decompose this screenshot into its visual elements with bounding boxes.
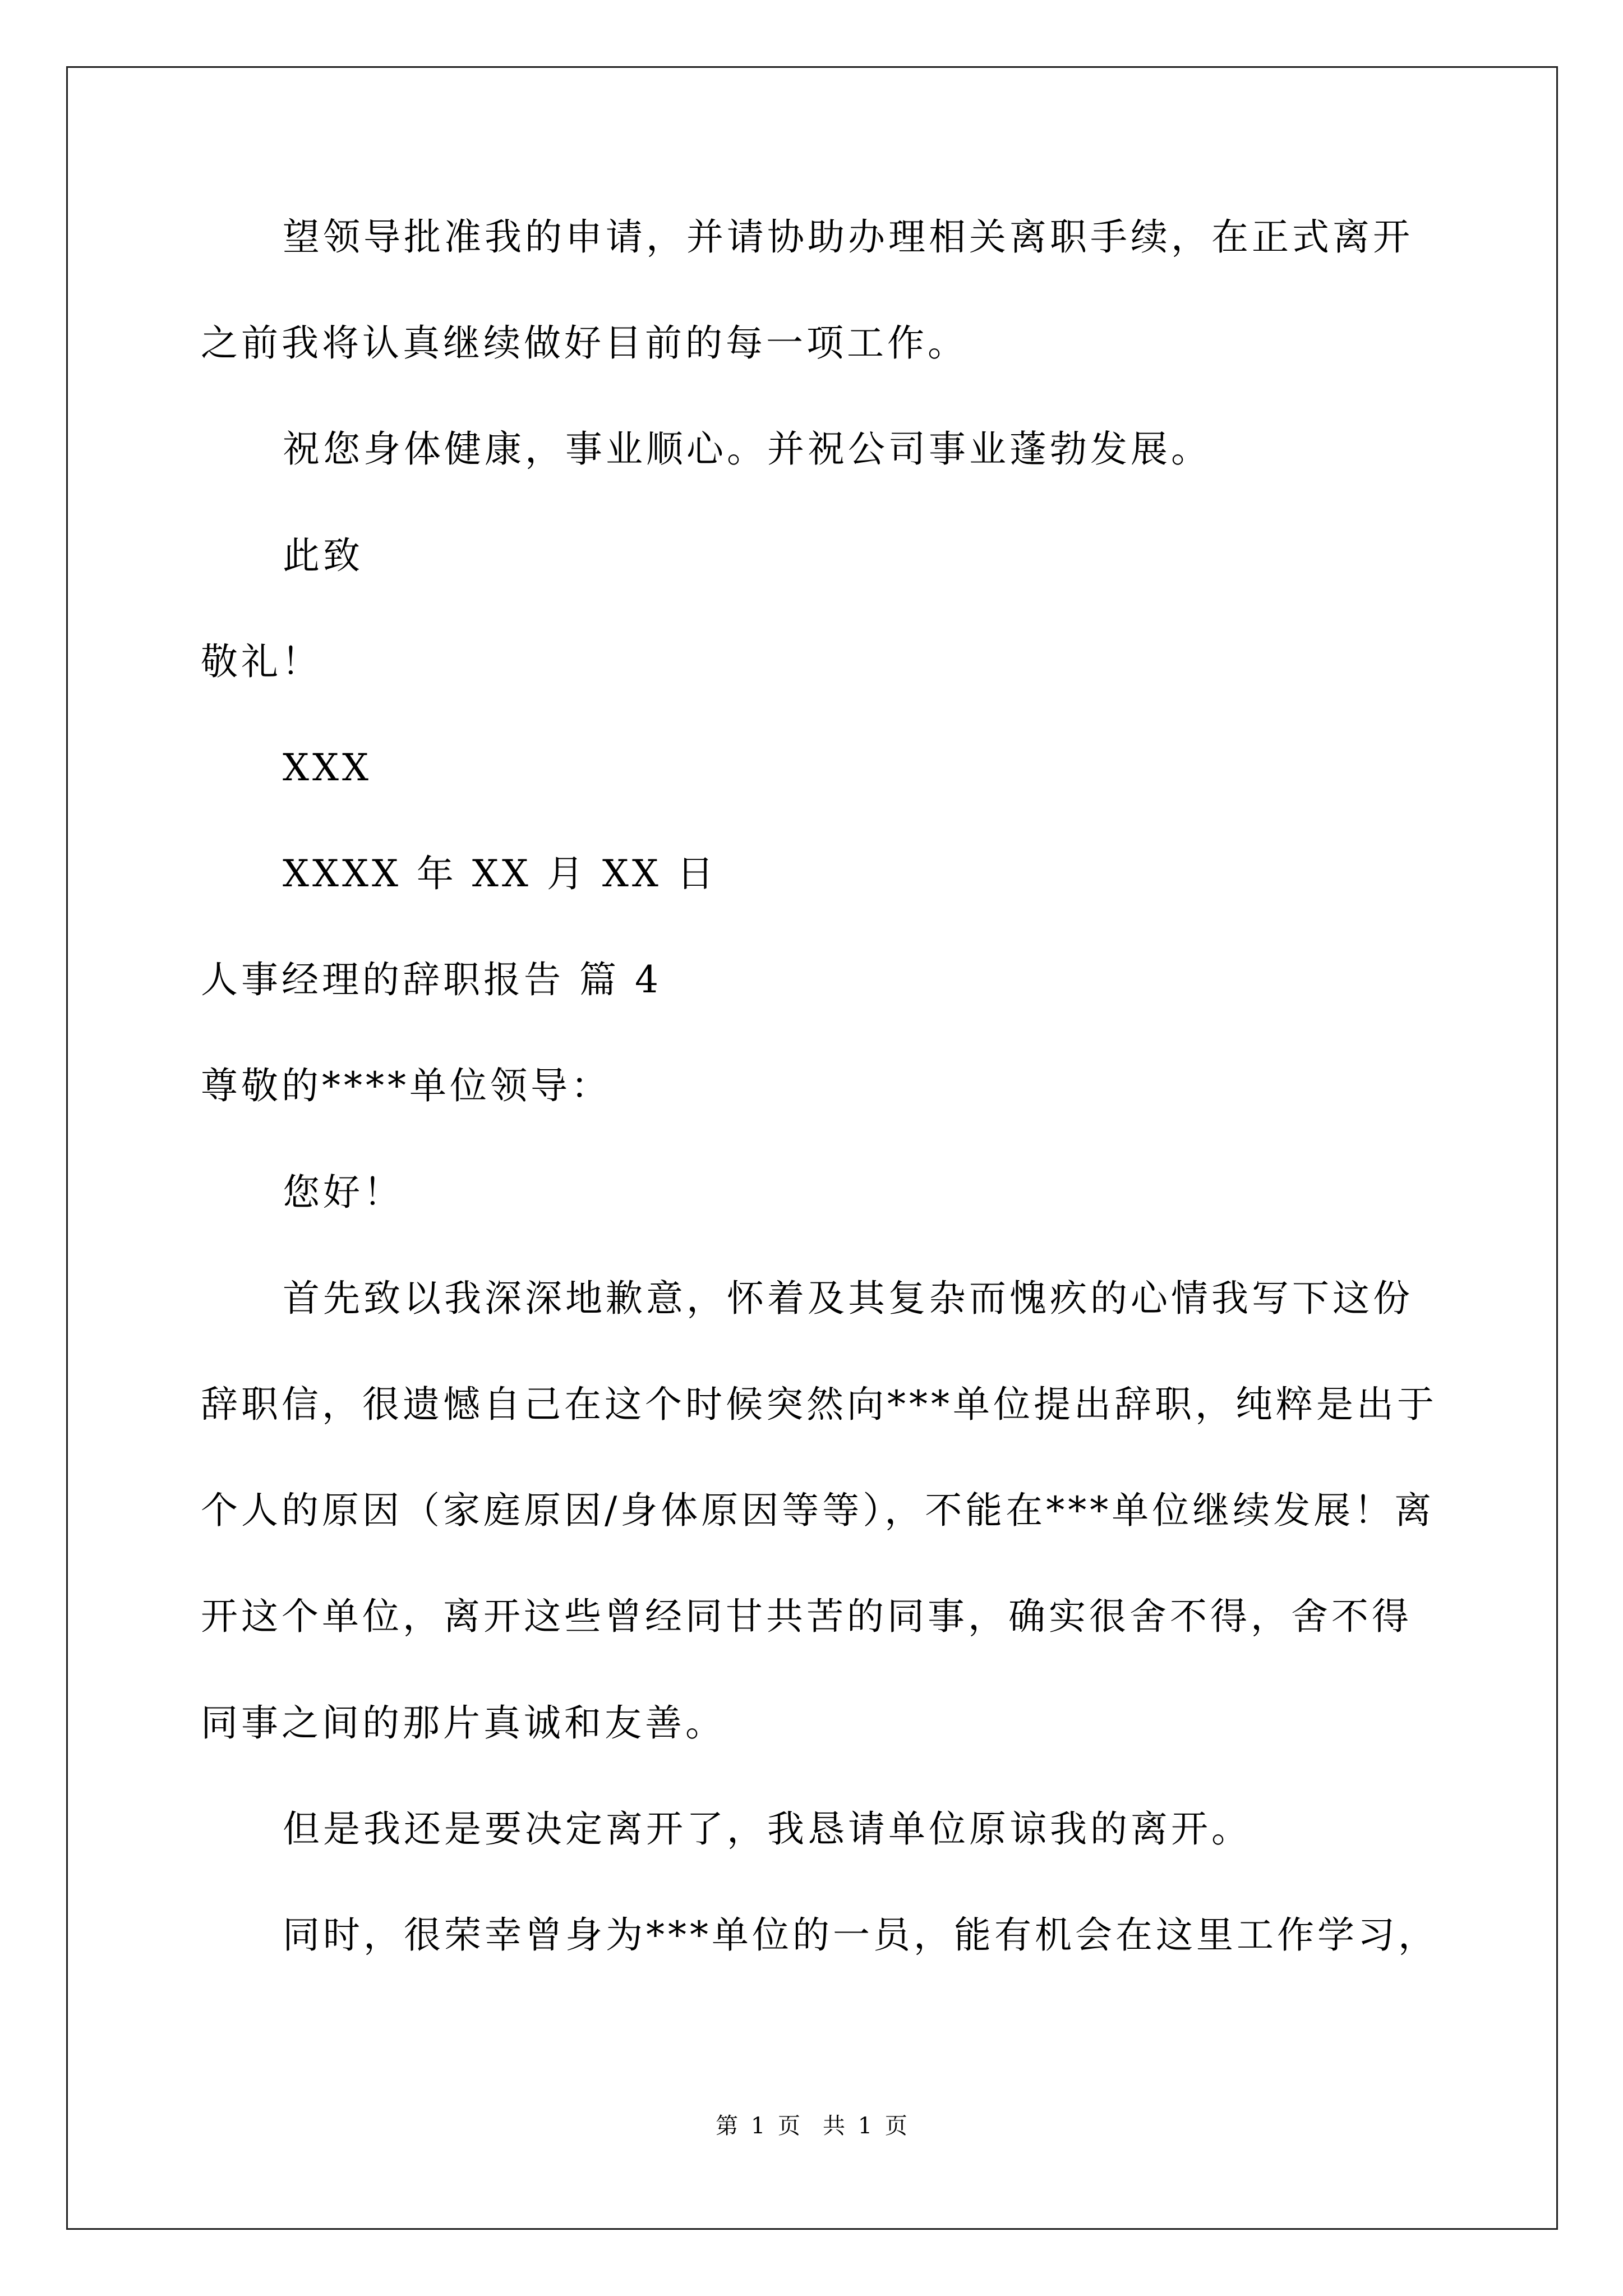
paragraph-line: 首先致以我深深地歉意，怀着及其复杂而愧疚的心情我写下这份 (283, 1277, 1413, 1320)
letter-salutation: 尊敬的****单位领导： (201, 1064, 611, 1107)
closing-line: 此致 (283, 534, 363, 577)
paragraph-line: 辞职信，很遗憾自己在这个时候突然向***单位提出辞职，纯粹是出于 (201, 1383, 1437, 1426)
paragraph-line: 但是我还是要决定离开了，我恳请单位原谅我的离开。 (283, 1807, 1252, 1851)
page-number-footer: 第 1 页 共 1 页 (716, 2113, 907, 2139)
paragraph-line: 祝您身体健康，事业顺心。并祝公司事业蓬勃发展。 (283, 427, 1211, 471)
paragraph-line: 同事之间的那片真诚和友善。 (201, 1701, 726, 1745)
paragraph-line: 同时，很荣幸曾身为***单位的一员，能有机会在这里工作学习， (283, 1913, 1438, 1957)
signature-name: XXX (283, 746, 372, 789)
greeting-line: 您好！ (283, 1171, 404, 1214)
paragraph-line: 个人的原因（家庭原因/身体原因等等），不能在***单位继续发展！离 (201, 1489, 1435, 1532)
closing-salutation: 敬礼！ (201, 640, 322, 683)
section-heading: 人事经理的辞职报告 篇 4 (201, 958, 662, 1001)
paragraph-line: 之前我将认真继续做好目前的每一项工作。 (201, 321, 968, 365)
page-border (66, 66, 1558, 2230)
paragraph-line: 开这个单位，离开这些曾经同甘共苦的同事，确实很舍不得，舍不得 (201, 1595, 1412, 1638)
paragraph-line: 望领导批准我的申请，并请协助办理相关离职手续，在正式离开 (283, 215, 1413, 259)
signature-date: XXXX 年 XX 月 XX 日 (283, 852, 717, 895)
